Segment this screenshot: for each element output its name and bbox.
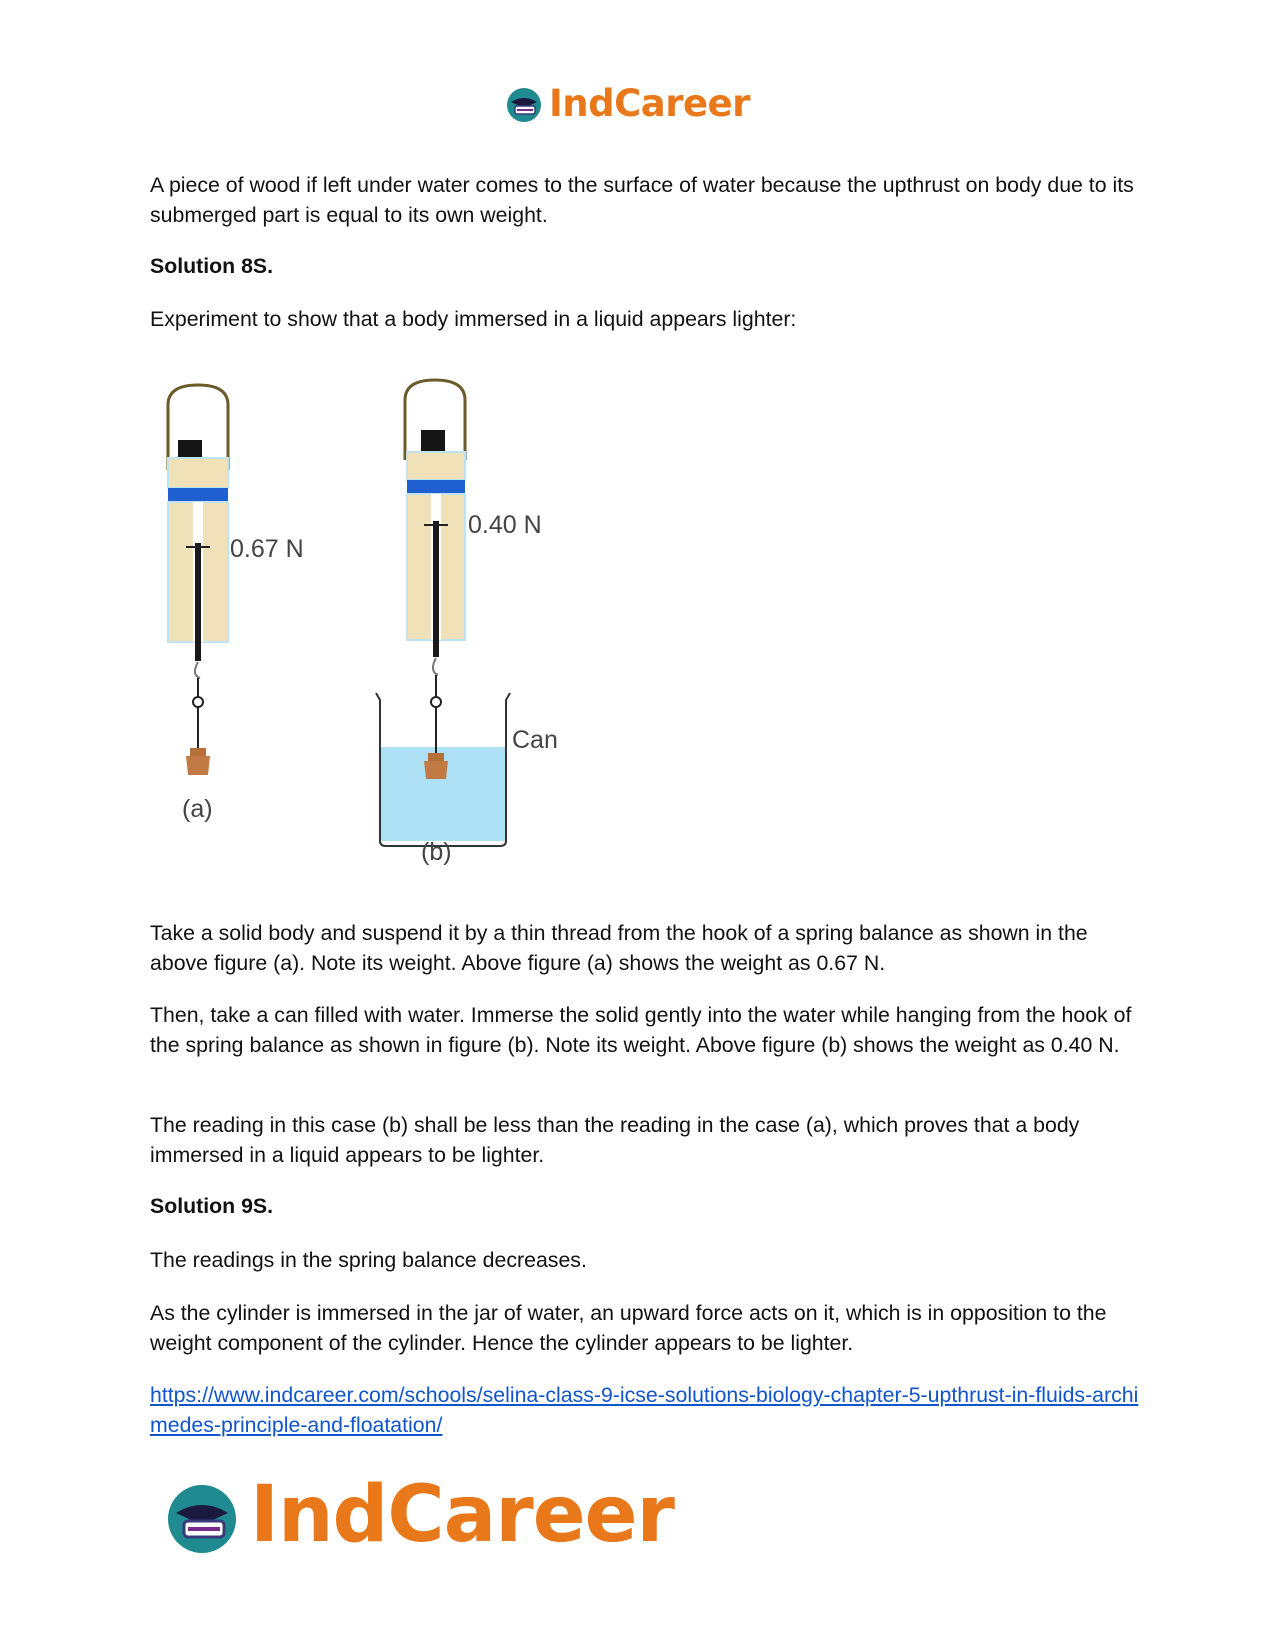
spring-balance-a [168, 385, 228, 775]
logo-globe-icon [160, 1473, 244, 1557]
figure-a-label: (a) [182, 795, 213, 823]
logo-globe-icon [503, 82, 545, 124]
logo-text: IndCareer [250, 1470, 674, 1560]
spring-balance-figure [150, 375, 570, 875]
paragraph-7: As the cylinder is immersed in the jar of water, an upward force acts on it, which is in opposition to the weight component of the cylinder. Hence the cylinder appears to be lighter. [150, 1301, 1107, 1355]
paragraph-3: Take a solid body and suspend it by a thin thread from the hook of a spring balance as shown in the above figure (a). Note its weight. Above figure (a) shows the weight as 0.67 N. [150, 921, 1088, 975]
header-logo [503, 80, 750, 126]
paragraph-1: A piece of wood if left under water comes to the surface of water because the upthrust on body due to its submerged part is equal to its own weight. [150, 173, 1134, 227]
source-link[interactable]: https://www.indcareer.com/schools/selina-class-9-icse-solutions-biology-chapter-5-upthrust-in-fluids-archimedes-principle-and-floatation/ [150, 1383, 1139, 1437]
paragraph-4: Then, take a can filled with water. Immerse the solid gently into the water while hanging from the hook of the spring balance as shown in figure (b). Note its weight. Above figure (b) shows the weight as 0.40 N. [150, 1003, 1132, 1057]
reading-b-label: 0.40 N [468, 511, 542, 539]
heading-solution-9s: Solution 9S. [150, 1194, 274, 1218]
paragraph-2: Experiment to show that a body immersed in a liquid appears lighter: [150, 307, 797, 331]
reading-a-label: 0.67 N [230, 535, 304, 563]
paragraph-5: The reading in this case (b) shall be less than the reading in the case (a), which proves that a body immersed in a liquid appears to be lighter. [150, 1113, 1080, 1167]
heading-solution-8s: Solution 8S. [150, 254, 274, 278]
logo-text: IndCareer [549, 81, 750, 125]
footer-logo [160, 1470, 674, 1560]
paragraph-6: The readings in the spring balance decreases. [150, 1248, 587, 1272]
can-label: Can [512, 726, 558, 754]
figure-b-label: (b) [421, 838, 452, 866]
spring-balance-b [405, 380, 465, 779]
